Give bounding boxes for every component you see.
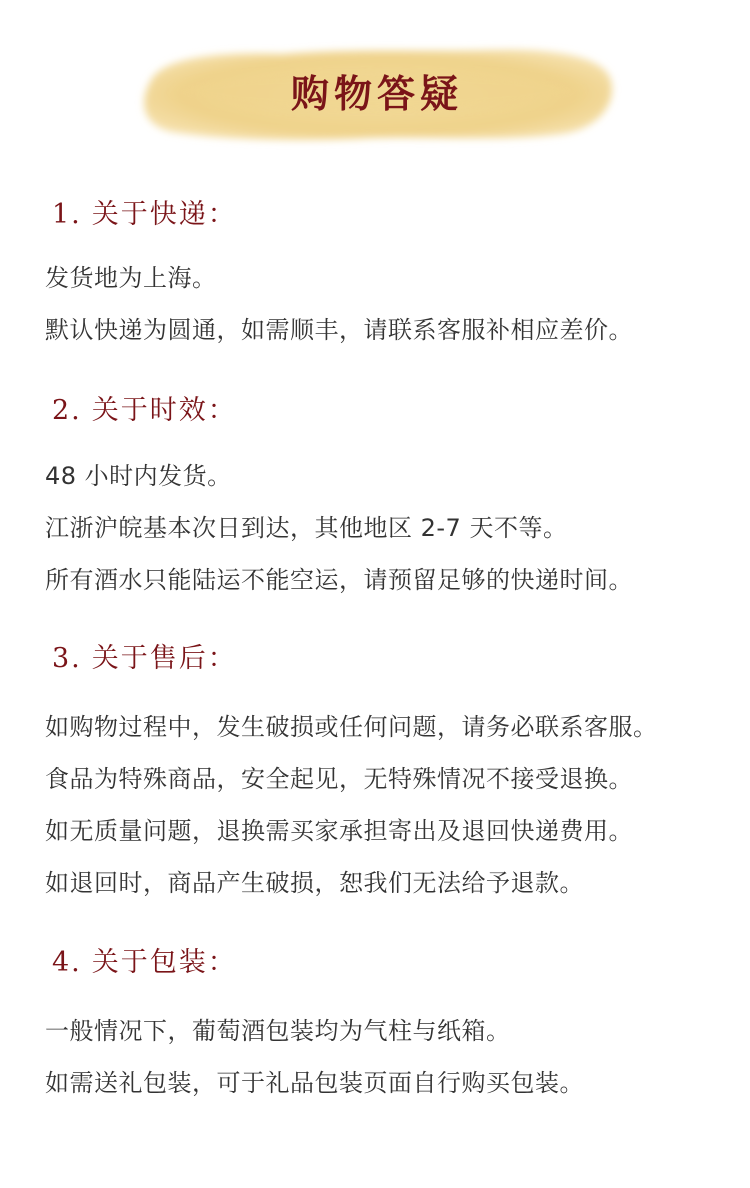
section-line: 一般情况下，葡萄酒包装均为气柱与纸箱。: [45, 1017, 511, 1045]
section-line: 如无质量问题，退换需买家承担寄出及退回快递费用。: [45, 817, 633, 845]
section-heading-after-sales: [52, 636, 237, 675]
section-line: 发货地为上海。: [45, 264, 217, 292]
section-number: 1.: [52, 199, 82, 230]
section-line: 江浙沪皖基本次日到达，其他地区 2-7 天不等。: [45, 514, 568, 542]
section-title: 关于快递：: [91, 199, 237, 230]
section-line: 所有酒水只能陆运不能空运，请预留足够的快递时间。: [45, 566, 633, 594]
section-line: 食品为特殊商品，安全起见，无特殊情况不接受退换。: [45, 765, 633, 793]
section-title: 关于售后：: [91, 643, 237, 674]
section-heading-timing: [52, 388, 237, 427]
section-heading-shipping: [52, 192, 237, 231]
section-number: 3.: [52, 643, 82, 674]
page-title: 购物答疑: [290, 71, 463, 116]
section-title: 关于时效：: [91, 395, 237, 426]
section-line: 如购物过程中，发生破损或任何问题，请务必联系客服。: [45, 713, 658, 741]
section-line: 默认快递为圆通，如需顺丰，请联系客服补相应差价。: [45, 316, 633, 344]
section-line: 如需送礼包装，可于礼品包装页面自行购买包装。: [45, 1069, 584, 1097]
section-number: 4.: [52, 947, 82, 978]
section-heading-packaging: [52, 940, 237, 979]
title-banner: [132, 38, 622, 150]
section-line: 48 小时内发货。: [45, 462, 232, 490]
section-title: 关于包装：: [91, 947, 237, 978]
section-number: 2.: [52, 395, 82, 426]
section-line: 如退回时，商品产生破损，恕我们无法给予退款。: [45, 869, 584, 897]
